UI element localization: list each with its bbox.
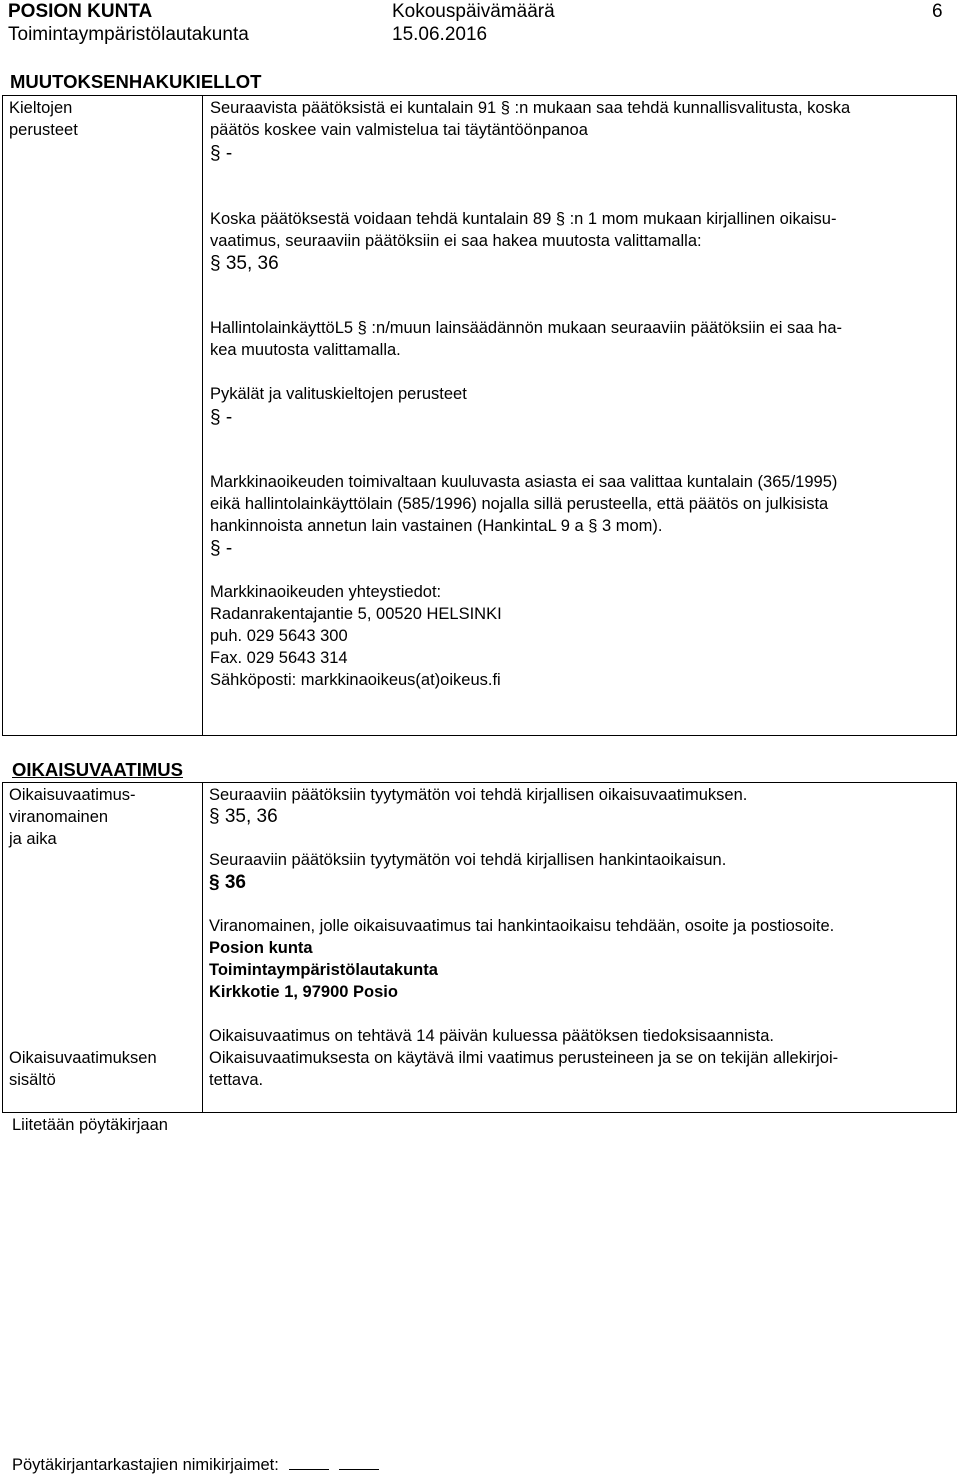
ban-p1-sections: § - (210, 143, 233, 164)
org-name: POSION KUNTA (8, 1, 153, 22)
initials-label: Pöytäkirjantarkastajien nimikirjaimet: (12, 1456, 279, 1474)
rect-r5-line2: tettava. (209, 1071, 264, 1089)
rect-r4: Oikaisuvaatimus on tehtävä 14 päivän kuluessa päätöksen tiedoksisaannista. (209, 1027, 775, 1045)
initials-blank (339, 1455, 379, 1470)
contact-address: Radanrakentajantie 5, 00520 HELSINKI (210, 605, 502, 623)
authority-address: Kirkkotie 1, 97900 Posio (209, 983, 398, 1001)
appeal-ban-box (2, 95, 957, 736)
ban-p3-line1: HallintolainkäyttöL5 § :n/muun lainsäädännön mukaan seuraaviin päätöksiin ei saa ha- (210, 319, 842, 337)
ban-p2-line2: vaatimus, seuraaviin päätöksiin ei saa hakea muutosta valittamalla: (210, 232, 702, 250)
ban-p1-line2: päätös koskee vain valmistelua tai täytäntöönpanoa (210, 121, 588, 139)
rectification-title: OIKAISUVAATIMUS (12, 759, 183, 780)
initials-blank (289, 1455, 329, 1470)
board-name: Toimintaympäristölautakunta (8, 24, 249, 45)
rect-r1: Seuraaviin päätöksiin tyytymätön voi tehdä kirjallisen oikaisuvaatimuksen. (209, 786, 748, 804)
ban-p3-line3: Pykälät ja valituskieltojen perusteet (210, 385, 467, 403)
rect-r2-sections: § 36 (209, 872, 246, 893)
appeal-ban-title: MUUTOKSENHAKUKIELLOT (10, 71, 262, 92)
ban-label-line1: Kieltojen (9, 99, 73, 117)
rect-r5-line1: Oikaisuvaatimuksesta on käytävä ilmi vaatimus perusteineen ja se on tekijän allekirjoi- (209, 1049, 839, 1067)
ban-p2-line1: Koska päätöksestä voidaan tehdä kuntalain 89 § :n 1 mom mukaan kirjallinen oikaisu- (210, 210, 837, 228)
initials-line (12, 1455, 379, 1476)
rect-r3: Viranomainen, jolle oikaisuvaatimus tai hankintaoikaisu tehdään, osoite ja postiosoite. (209, 917, 835, 935)
rect-label2-line2: sisältö (9, 1071, 56, 1089)
ban-p4-line2: eikä hallintolainkäyttölain (585/1996) nojalla sillä perusteella, että päätös on julkisista (210, 495, 829, 513)
rect-label1-line1: Oikaisuvaatimus- (9, 786, 136, 804)
ban-p3-sections: § - (210, 407, 233, 428)
ban-p4-line1: Markkinaoikeuden toimivaltaan kuuluvasta asiasta ei saa valittaa kuntalain (365/1995) (210, 473, 838, 491)
meeting-date: 15.06.2016 (392, 24, 488, 45)
ban-p1-line1: Seuraavista päätöksistä ei kuntalain 91 § :n mukaan saa tehdä kunnallisvalitusta, koska (210, 99, 851, 117)
date-label: Kokouspäivämäärä (392, 1, 555, 22)
rect-label1-line3: ja aika (9, 830, 57, 848)
rect-r1-sections: § 35, 36 (209, 806, 278, 827)
ban-p2-sections: § 35, 36 (210, 253, 279, 274)
ban-label-line2: perusteet (9, 121, 78, 139)
contact-fax: Fax. 029 5643 314 (210, 649, 348, 667)
authority-board: Toimintaympäristölautakunta (209, 961, 438, 979)
ban-p4-line3: hankinnoista annetun lain vastainen (HankintaL 9 a § 3 mom). (210, 517, 663, 535)
rect-r2: Seuraaviin päätöksiin tyytymätön voi tehdä kirjallisen hankintaoikaisun. (209, 851, 727, 869)
ban-p4-sections: § - (210, 538, 233, 559)
contact-title: Markkinaoikeuden yhteystiedot: (210, 583, 442, 601)
contact-phone: puh. 029 5643 300 (210, 627, 348, 645)
ban-p3-line2: kea muutosta valittamalla. (210, 341, 401, 359)
page-number: 6 (932, 1, 943, 22)
column-divider (202, 95, 203, 736)
authority-name: Posion kunta (209, 939, 313, 957)
column-divider (202, 782, 203, 1113)
rect-label1-line2: viranomainen (9, 808, 109, 826)
rect-label2-line1: Oikaisuvaatimuksen (9, 1049, 157, 1067)
contact-email: Sähköposti: markkinaoikeus(at)oikeus.fi (210, 671, 501, 689)
attached-note: Liitetään pöytäkirjaan (12, 1116, 168, 1134)
